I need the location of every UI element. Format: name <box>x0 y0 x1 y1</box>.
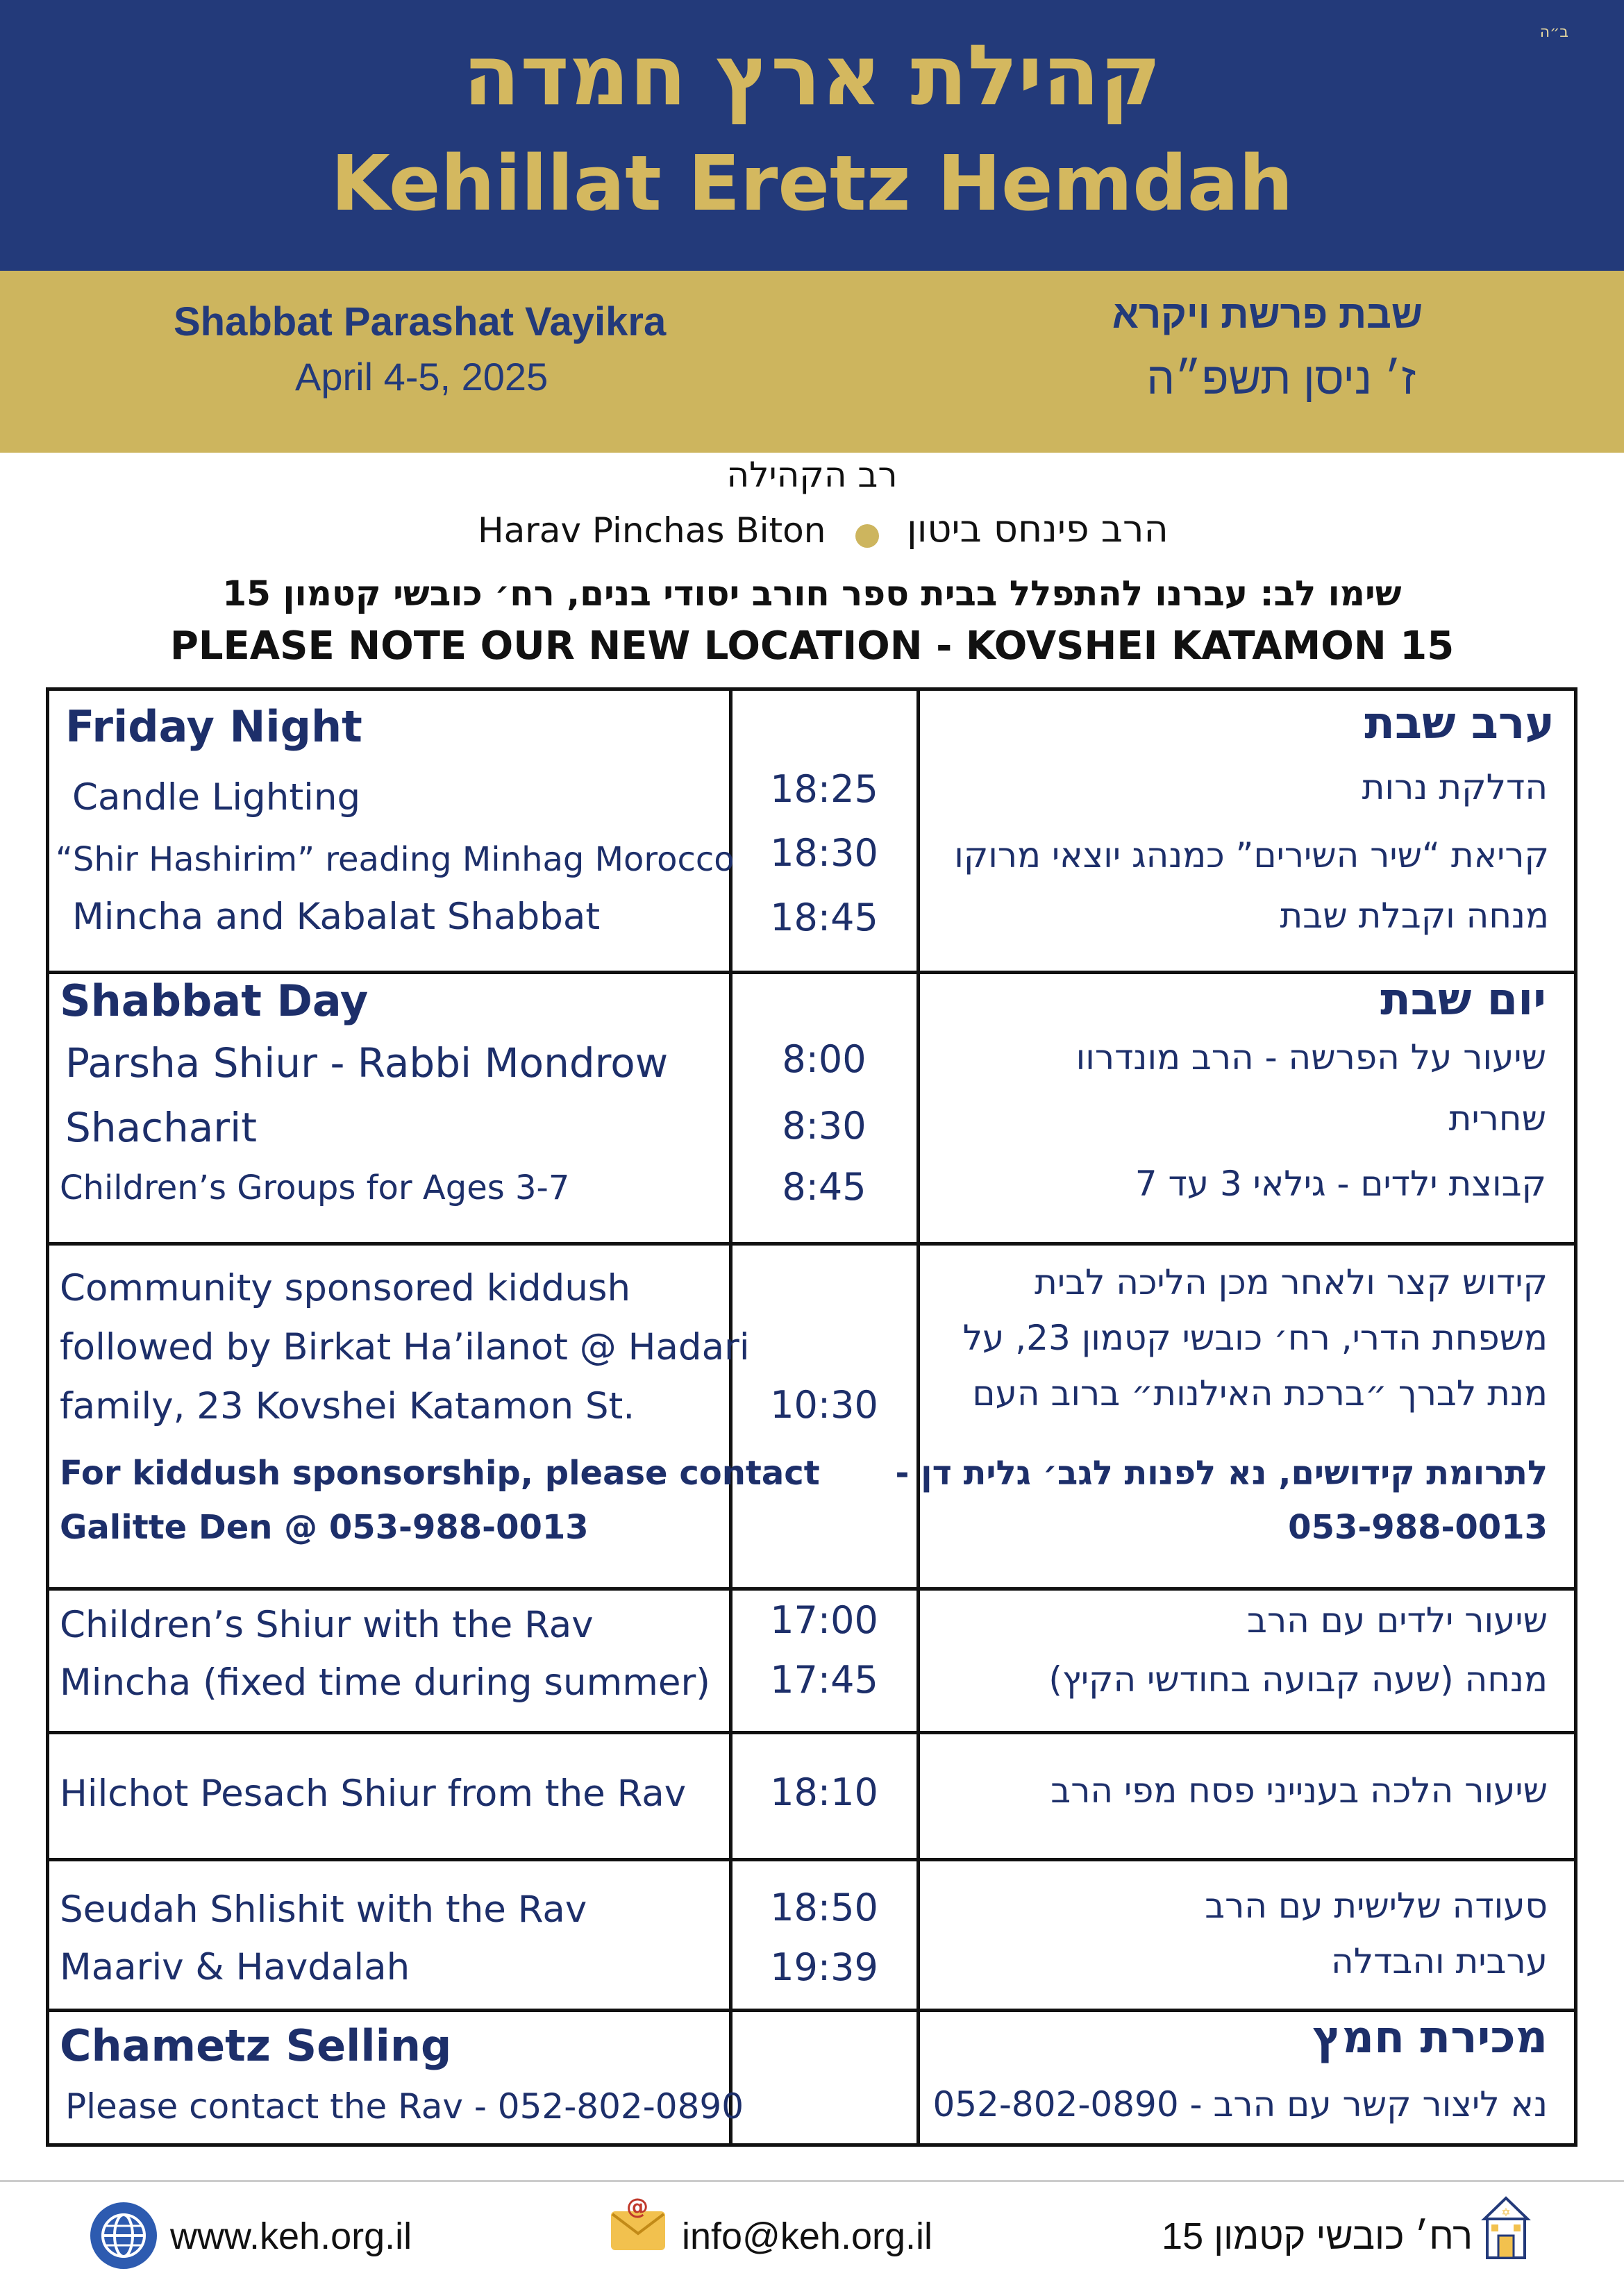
schedule-item-hebrew: הדלקת נרות <box>1362 767 1548 807</box>
email-link[interactable]: info@keh.org.il <box>682 2215 932 2257</box>
schedule-item-english: Maariv & Havdalah <box>60 1946 410 1988</box>
schedule-item-english: Mincha and Kabalat Shabbat <box>72 896 601 938</box>
schedule-item-hebrew: ערבית והבדלה <box>1331 1941 1548 1981</box>
separator-dot <box>855 524 879 548</box>
table-row-divider <box>46 1858 1577 1861</box>
parasha-hebrew: שבת פרשת ויקרא <box>1112 292 1423 336</box>
kiddush-english-line: Community sponsored kiddush <box>60 1267 631 1309</box>
schedule-item-english: Hilchot Pesach Shiur from the Rav <box>60 1773 687 1815</box>
schedule-time: 8:00 <box>782 1037 867 1081</box>
shabbat-title-hebrew: יום שבת <box>1380 974 1546 1025</box>
schedule-item-hebrew: מנחה וקבלת שבת <box>1280 896 1549 936</box>
kiddush-hebrew-line: משפחת הדרי, רח׳ כובשי קטמון 23, על <box>962 1318 1548 1358</box>
schedule-item-english: Shacharit <box>65 1104 258 1151</box>
bh-mark: ב״ה <box>1539 24 1568 41</box>
schedule-time: 18:30 <box>770 831 878 875</box>
date-english: April 4-5, 2025 <box>295 355 549 399</box>
schedule-item-hebrew: קבוצת ילדים - גילאי 3 עד 7 <box>1135 1164 1546 1204</box>
shabbat-title-english: Shabbat Day <box>60 975 369 1026</box>
kiddush-contact-hebrew: 053-988-0013 <box>1288 1508 1548 1547</box>
table-row-divider <box>46 971 1577 974</box>
schedule-item-english: Seudah Shlishit with the Rav <box>60 1888 587 1931</box>
table-row-divider <box>46 1242 1577 1246</box>
schedule-item-hebrew: שיעור הלכה בענייני פסח מפי הרב <box>1050 1770 1548 1811</box>
chametz-hebrew: נא ליצור קשר עם הרב - 052-802-0890 <box>932 2084 1548 2125</box>
schedule-time: 18:45 <box>770 896 878 939</box>
title-english: Kehillat Eretz Hemdah <box>330 139 1294 228</box>
table-border-bottom <box>46 2143 1577 2147</box>
chametz-title-english: Chametz Selling <box>60 2020 452 2071</box>
schedule-item-english: Mincha (fixed time during summer) <box>60 1661 710 1704</box>
chametz-english: Please contact the Rav - 052-802-0890 <box>65 2086 744 2127</box>
schedule-time: 19:39 <box>770 1945 878 1989</box>
footer-divider <box>0 2180 1624 2182</box>
website-link[interactable]: www.keh.org.il <box>170 2215 412 2257</box>
schedule-item-hebrew: שיעור על הפרשה - הרב מונדרוו <box>1075 1037 1546 1078</box>
parasha-english: Shabbat Parashat Vayikra <box>174 299 667 344</box>
date-hebrew: ז׳ ניסן תשפ״ה <box>1146 353 1416 403</box>
kiddush-contact-english: Galitte Den @ 053-988-0013 <box>60 1508 589 1547</box>
notice-english: PLEASE NOTE OUR NEW LOCATION - KOVSHEI KATAMON 15 <box>169 623 1455 669</box>
svg-text:✡: ✡ <box>1501 2206 1511 2219</box>
rav-name-english: Harav Pinchas Biton <box>478 510 826 551</box>
kiddush-english-line: family, 23 Kovshei Katamon St. <box>60 1385 635 1427</box>
schedule-item-hebrew: שיעור ילדים עם הרב <box>1247 1600 1548 1641</box>
kiddush-hebrew-line: קידוש קצר ולאחר מכן הליכה לבית <box>1035 1262 1548 1302</box>
kiddush-english-line: followed by Birkat Ha’ilanot @ Hadari <box>60 1326 750 1368</box>
kiddush-contact-hebrew: לתרומת קידושים, נא לפנות לגב׳ גלית דן - <box>895 1454 1548 1493</box>
schedule-item-hebrew: קריאת “שיר השירים” כמנהג יוצאי מרוקו <box>954 835 1549 875</box>
title-hebrew: קהילת ארץ חמדה <box>462 28 1162 124</box>
table-row-divider <box>46 1587 1577 1591</box>
schedule-item-english: Children’s Groups for Ages 3-7 <box>60 1168 570 1207</box>
table-border-left <box>46 687 49 2147</box>
notice-hebrew: שימו לב: עברנו להתפלל בבית ספר חורב יסודי בנים, רח׳ כובשי קטמון 15 <box>222 573 1402 614</box>
kiddush-contact-english: For kiddush sponsorship, please contact <box>60 1454 820 1493</box>
schedule-item-english: Parsha Shiur - Rabbi Mondrow <box>65 1039 669 1087</box>
friday-title-english: Friday Night <box>65 701 362 752</box>
schedule-time: 8:30 <box>782 1104 867 1148</box>
synagogue-icon <box>1477 2194 1534 2261</box>
table-row-divider <box>46 1731 1577 1734</box>
globe-icon <box>90 2202 157 2269</box>
schedule-time: 8:45 <box>782 1165 867 1209</box>
schedule-item-hebrew: סעודה שלישית עם הרב <box>1205 1886 1548 1926</box>
kiddush-hebrew-line: מנת לברך ״ברכת האילנות״ ברוב העם <box>972 1373 1548 1414</box>
chametz-title-hebrew: מכירת חמץ <box>1312 2012 1548 2063</box>
schedule-time: 18:50 <box>770 1886 878 1929</box>
table-border-top <box>46 687 1577 691</box>
schedule-time: 17:00 <box>770 1598 878 1642</box>
schedule-item-english: Children’s Shiur with the Rav <box>60 1604 594 1646</box>
schedule-item-hebrew: מנחה (שעה קבועה בחודשי הקיץ) <box>1048 1659 1548 1700</box>
schedule-time: 10:30 <box>770 1383 878 1427</box>
schedule-time: 17:45 <box>770 1658 878 1702</box>
friday-title-hebrew: ערב שבת <box>1364 698 1555 749</box>
schedule-time: 18:25 <box>770 767 878 811</box>
schedule-item-english: “Shir Hashirim” reading Minhag Morocco <box>56 840 735 879</box>
address-text: רח׳ כובשי קטמון 15 <box>1162 2215 1473 2257</box>
rav-name-hebrew: הרב פינחס ביטון <box>907 507 1169 551</box>
schedule-item-hebrew: שחרית <box>1448 1098 1546 1139</box>
email-icon: @ <box>611 2211 665 2250</box>
table-border-right <box>1574 687 1577 2147</box>
rav-title: רב הקהילה <box>726 455 898 495</box>
schedule-item-english: Candle Lighting <box>72 776 361 819</box>
schedule-time: 18:10 <box>770 1770 878 1814</box>
